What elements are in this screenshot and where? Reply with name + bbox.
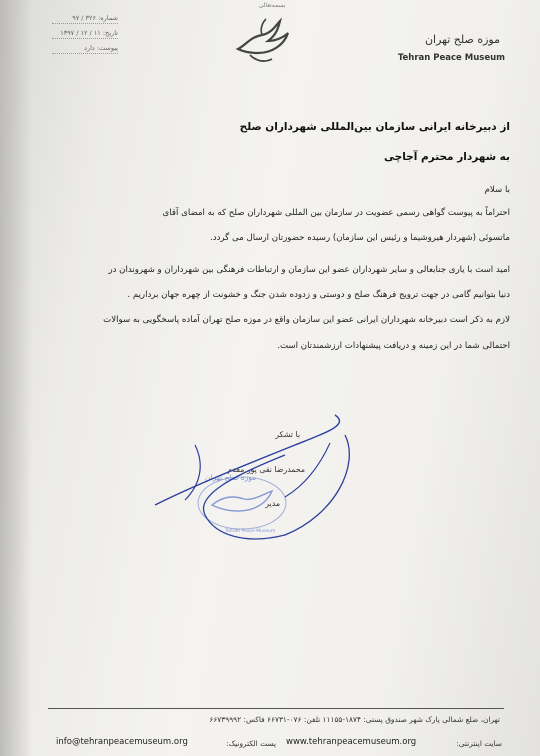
email-link[interactable]: info@tehranpeacemuseum.org xyxy=(56,737,188,747)
salutation: با سلام xyxy=(484,185,510,195)
website-link[interactable]: www.tehranpeacemuseum.org xyxy=(286,737,417,747)
letter-attachment: پیوست: دارد xyxy=(84,44,118,52)
letter-number: شماره: ۳۲۶ / ۹۷ xyxy=(72,14,118,22)
paragraph-2-line-2: دنیا بتوانیم گامی در جهت ترویج فرهنگ صلح و دوستی و زدوده شدن جنگ و خشونت از چهره جهان برداریم . xyxy=(127,290,510,300)
footer-address: تهران، ضلع شمالی پارک شهر صندوق پستی: ۱۸۷۴-۱۱۱۵۵ تلفن: ۰۷۶-۶۶۷۳۱ فاکس: ۶۶۷۳۹۹۹۲ xyxy=(209,715,500,724)
recipient-heading: به شهردار محترم آجاچی xyxy=(384,151,510,163)
closing: با تشکر xyxy=(275,430,300,439)
signer-name: محمدرضا نقی پور مقدم xyxy=(227,465,305,474)
footer-divider xyxy=(48,708,504,709)
website-label: سایت اینترنتی: xyxy=(456,739,502,748)
page-edge-shadow xyxy=(0,0,32,756)
stamp-text-en: Tehran Peace Museum xyxy=(225,529,276,534)
paragraph-2-line-1: امید است با یاری جنابعالی و سایر شهرداران عضو این سازمان و ارتباطات فرهنگی بین شهرداران و شهروندان در xyxy=(108,265,510,275)
sender-heading: از دبیرخانه ایرانی سازمان بین‌المللی شهرداران صلح xyxy=(239,121,510,133)
email-label: پست الکترونیک: xyxy=(226,739,276,748)
paragraph-1-line-1: احتراماً به پیوست گواهی رسمی عضویت در سازمان بین المللی شهرداران صلح که به امضای آقای xyxy=(162,208,510,218)
handwritten-signature-icon xyxy=(135,405,365,545)
letter-date: تاریخ: ۱۱ / ۱۲ / ۱۳۹۷ xyxy=(60,29,118,37)
dove-logo-icon xyxy=(232,15,292,73)
paragraph-3-line-2: احتمالی شما در این زمینه و دریافت پیشنهادات ارزشمندتان است. xyxy=(277,341,510,351)
org-name-fa: موزه صلح تهران xyxy=(424,33,500,46)
org-name-en: Tehran Peace Museum xyxy=(397,53,505,63)
paragraph-1-line-2: ماتسوئی (شهردار هیروشیما و رئیس این سازمان) رسیده حضورتان ارسال می گردد. xyxy=(210,233,510,243)
stamp-text: موزه صلح تهران xyxy=(205,473,257,482)
signer-title: مدیر xyxy=(265,499,280,508)
paragraph-3-line-1: لازم به ذکر است دبیرخانه شهرداران ایرانی عضو این سازمان واقع در موزه صلح تهران آماده پاسخگویی به سوالات xyxy=(103,315,510,325)
top-invocation: بسمه‌تعالی xyxy=(258,2,286,9)
